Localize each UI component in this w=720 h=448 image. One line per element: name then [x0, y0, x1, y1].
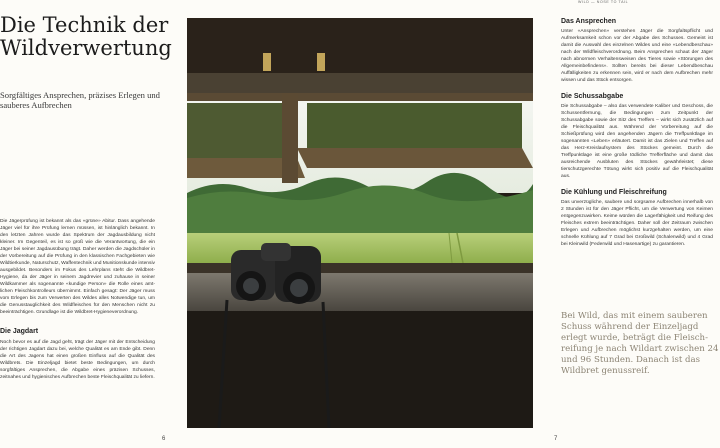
intro-paragraph: Die Jägerprüfung ist bekannt als das «grüne» Abitur. Dass angehende Jäger viel für ihre Prüfung lernen müssen, ist hinlänglich bekannt. In den letzten Jahren wurde das Spektrum der Jagdausbildung nicht kleiner. Im Gegenteil, es ist so groß wie die Verantwortung, die ein Jäger bei seiner Jagdausübung trägt. Daher werden die Jagdschüler in der Vorbereitung auf die Prüfung in den klassischen Fachgebieten wie Wildtierkunde, Naturschutz, Waffentechnik und Munitionskunde intensiv ausgebildet. Besonders im Fokus des Lehrplans steht die Wildbret-Hygiene, da der Jäger in seinem Jagdrevier und zuhause in seiner Wildkammer als sogenannte «kundige Person» die Rolle eines amtlichen Fleischkontrolleurs übernimmt. Einfach gesagt: Der Jäger muss vom Erlegen bis zum Verwerten des Wildes alles Notwendige tun, um die Genusstauglichkeit des Wildfleisches für den Menschen nicht zu beeinträchtigen. Grundlage ist die Wildbret-Hygieneverordnung. — [0, 219, 155, 315]
section-heading-jagdart: Die Jagdart — [0, 328, 39, 335]
running-header: WILD — NOSE TO TAIL — [578, 0, 629, 4]
right-column — [561, 18, 713, 248]
page-number-left: 6 — [162, 436, 166, 442]
section-text-schussabgabe: Die Schussabgabe – also das verwendete Kaliber und Geschoss, die Schussentfernung, die Bedingungen zum Zeitpunkt der Schussabgabe sowie der Sitz des Treffers – wirkt sich zusätzlich auf die Fleischqualität aus. Während der Vorbereitung auf die Schießprüfung wird den angehenden Jägern die Treffpunktlage im sogenannten «Leben» erläutert. Damit ist das Zielen und Treffen auf das Herz-Kreislaufsystem des Stückes gemeint. Durch die Treffpunktlage ist eine große tödliche Trefferfläche und damit das ausreichende Ausbluten des Stückes gewährleistet; diese tierschutzgerechte Tötung wirkt sich positiv auf die Fleischqualität aus. — [561, 104, 713, 179]
page-title: Die Technik der Wildverwertung — [0, 13, 172, 60]
left-column — [0, 218, 155, 381]
page-subtitle: Sorgfältiges Ansprechen, präzises Erlegen und sauberes Aufbrechen — [0, 90, 160, 110]
section-text-ansprechen: Unter «Ansprechen» verstehen Jäger die Sorgfaltspflicht und Aufmerksamkeit schon vor der Abgabe des Schusses. Gemeint ist damit die Auswahl des einzelnen Wildes und eine «Lebendbeschau» nach der Wildfleischverordnung. Beim Ansprechen schaut der Jäger nach abnormen Verhaltensweisen des Tieres sowie «Störungen des Allgemeinbefindens». Sollten bereits bei dieser Lebendbeschau Auffälligkeiten zu erkennen sein, wird er nach dem Aufbrechen mehr wissen und das Stück entsorgen. — [561, 29, 713, 83]
pull-quote: Bei Wild, das mit einem sauberen Schuss während der Einzeljagd erlegt wurde, beträgt die Fleischreifung je nach Wildart zwischen 24 und 96 Stunden. Danach ist das Wildbret genussreif. — [561, 311, 719, 376]
page-number-right: 7 — [554, 436, 558, 442]
section-heading-schussabgabe: Die Schussabgabe — [561, 93, 624, 100]
section-heading-ansprechen: Das Ansprechen — [561, 18, 616, 25]
photo-binoculars-hunting-stand — [187, 18, 533, 428]
section-text-kuehlung: Das unverzügliche, saubere und sorgsame Aufbrechen innerhalb von 2 Stunden ist für den Jäger Pflicht, um die Verwertung von Keimen entgegenzuwirken. Keime würden die Lagerfähigkeit und Reifung des Fleisches extrem beeinträchtigen. Daher soll der Zeitraum zwischen Erlegen und Aufbrechen möglichst kurzgehalten werden, um eine schnelle Kühlung auf 7 Grad bei Großwild (Schalenwild) und 4 Grad bei Kleinwild (Federwild und Hasenartige) zu garantieren. — [561, 200, 713, 247]
hero-photo — [187, 18, 533, 428]
section-heading-kuehlung: Die Kühlung und Fleischreifung — [561, 189, 667, 196]
section-text-jagdart: Noch bevor es auf die Jagd geht, trägt der Jäger mit der Entscheidung der richtigen Jagdart dazu bei, welche Qualität es am Ende gibt. Denn die Art des Jagens hat einen großen Einfluss auf die Qualität des Wildbrets. Die Einzeljagd bietet beste Bedingungen, um durch sorgfältiges Ansprechen, die Abgabe eines präzisen Schusses, zeitnahes und hygienisches Aufbrechen beste Fleischqualität zu liefern. — [0, 340, 155, 380]
